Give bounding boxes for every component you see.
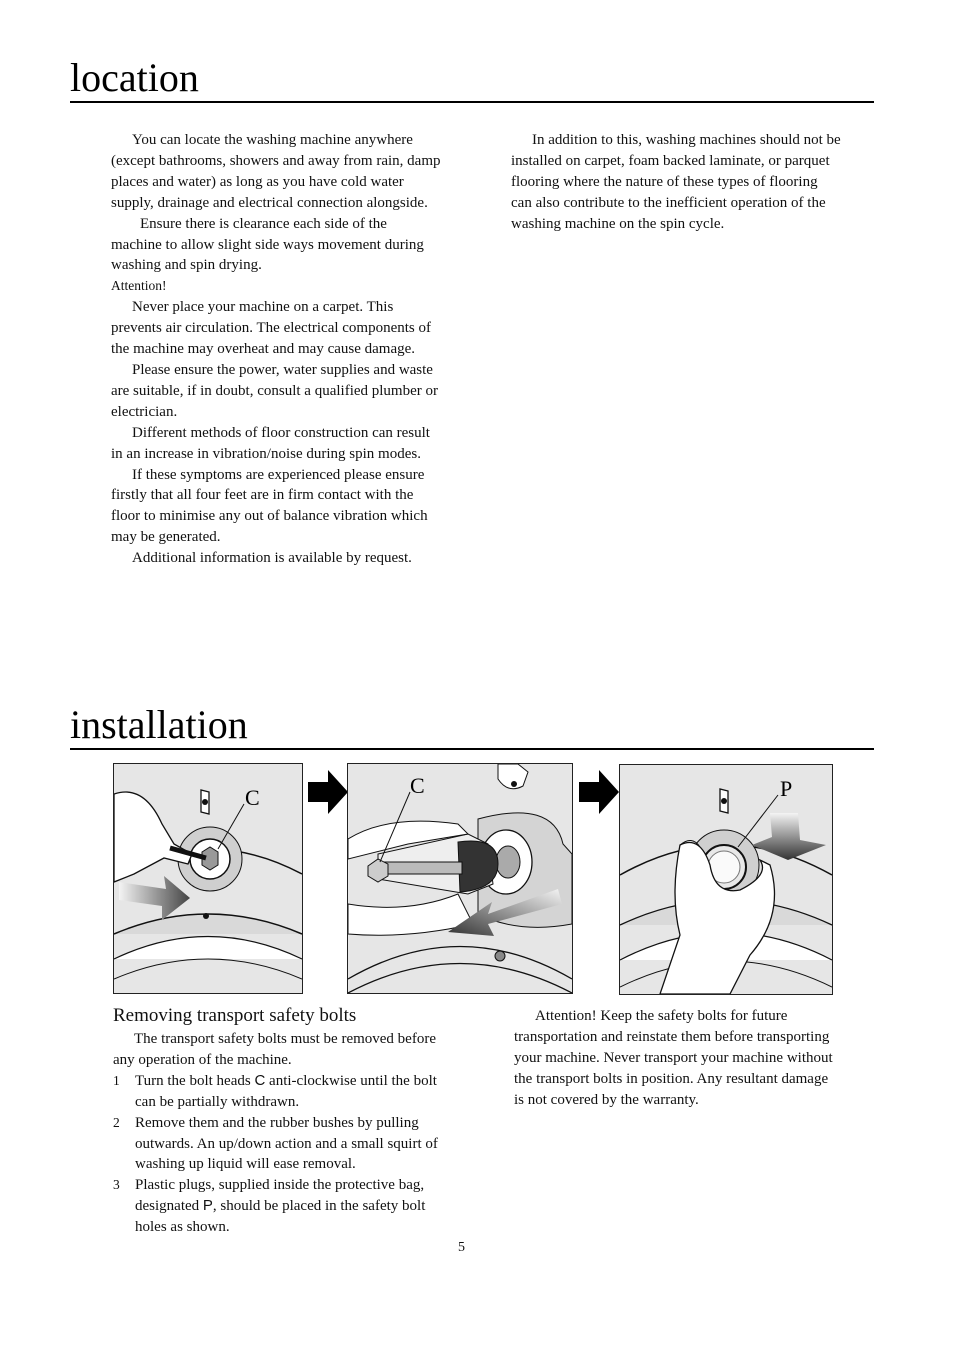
- step-code: P: [202, 1197, 213, 1215]
- installation-right-column: [514, 1006, 834, 1111]
- location-right-paragraph: In addition to this, washing machines should not be installed on carpet, foam backed laminate, or parquet flooring where the nature of these types of flooring can also contribute to the inefficient operation of the washing machine on the spin cycle.: [511, 132, 841, 232]
- step-text: Remove them and the rubber bushes by pulling outwards. An up/down action and a small squirt of washing up liquid will ease removal.: [135, 1114, 438, 1173]
- installation-step-3: [113, 1175, 438, 1238]
- figure-unscrew-bolt: [113, 763, 303, 994]
- location-right-column: [511, 130, 841, 235]
- figure1-label: C: [245, 785, 260, 810]
- figure3-label: P: [780, 776, 793, 801]
- location-paragraph-4: Please ensure the power, water supplies and waste are suitable, if in doubt, consult a qualified plumber or electrician.: [111, 361, 438, 420]
- step-number: 1: [113, 1072, 120, 1088]
- installation-step-1: [113, 1071, 438, 1113]
- installation-step-2: [113, 1113, 438, 1176]
- attention-label: Attention!: [111, 278, 167, 294]
- right-arrow-icon: [579, 770, 619, 814]
- figure-insert-plug: [619, 764, 833, 995]
- step-code: C: [254, 1071, 266, 1089]
- installation-left-column: [113, 1004, 438, 1238]
- step-text: anti-clockwise until the bolt can be partially withdrawn.: [135, 1072, 437, 1110]
- figure-pull-bolt: [347, 763, 573, 994]
- step-number: 2: [113, 1114, 120, 1130]
- installation-intro: The transport safety bolts must be removed before any operation of the machine.: [113, 1031, 436, 1068]
- location-paragraph-6: If these symptoms are experienced please ensure firstly that all four feet are in firm contact with the floor to minimise any out of balance vibration which may be generated.: [111, 466, 428, 546]
- step-text: Plastic plugs, supplied inside the protective bag, designated: [135, 1177, 425, 1215]
- installation-attention: Attention! Keep the safety bolts for future transportation and reinstate them before transporting your machine. Never transport your machine without the transport bolts in position. Any resultant damage is not covered by the warranty.: [514, 1008, 833, 1108]
- installation-heading: installation: [70, 705, 874, 750]
- right-arrow-icon: [308, 770, 348, 814]
- location-paragraph-2: Ensure there is clearance each side of the machine to allow slight side ways movement during washing and spin drying.: [111, 215, 424, 274]
- installation-subheading: Removing transport safety bolts: [113, 1005, 357, 1026]
- page-number: 5: [458, 1240, 465, 1255]
- figure2-label: C: [410, 773, 425, 798]
- step-text: Turn the bolt heads: [135, 1072, 255, 1089]
- location-left-column: [111, 130, 441, 569]
- location-paragraph-5: Different methods of floor construction can result in an increase in vibration/noise during spin modes.: [111, 424, 430, 462]
- step-text: , should be placed in the safety bolt holes as shown.: [135, 1198, 426, 1236]
- location-paragraph-1: You can locate the washing machine anywhere (except bathrooms, showers and away from rain, damp places and water) as long as you have cold water supply, drainage and electrical connection alongside.: [111, 132, 441, 211]
- location-paragraph-3: Never place your machine on a carpet. This prevents air circulation. The electrical components of the machine may overheat and may cause damage.: [111, 299, 432, 358]
- step-number: 3: [113, 1177, 120, 1193]
- location-heading: location: [70, 58, 874, 103]
- location-paragraph-7: Additional information is available by request.: [132, 550, 412, 567]
